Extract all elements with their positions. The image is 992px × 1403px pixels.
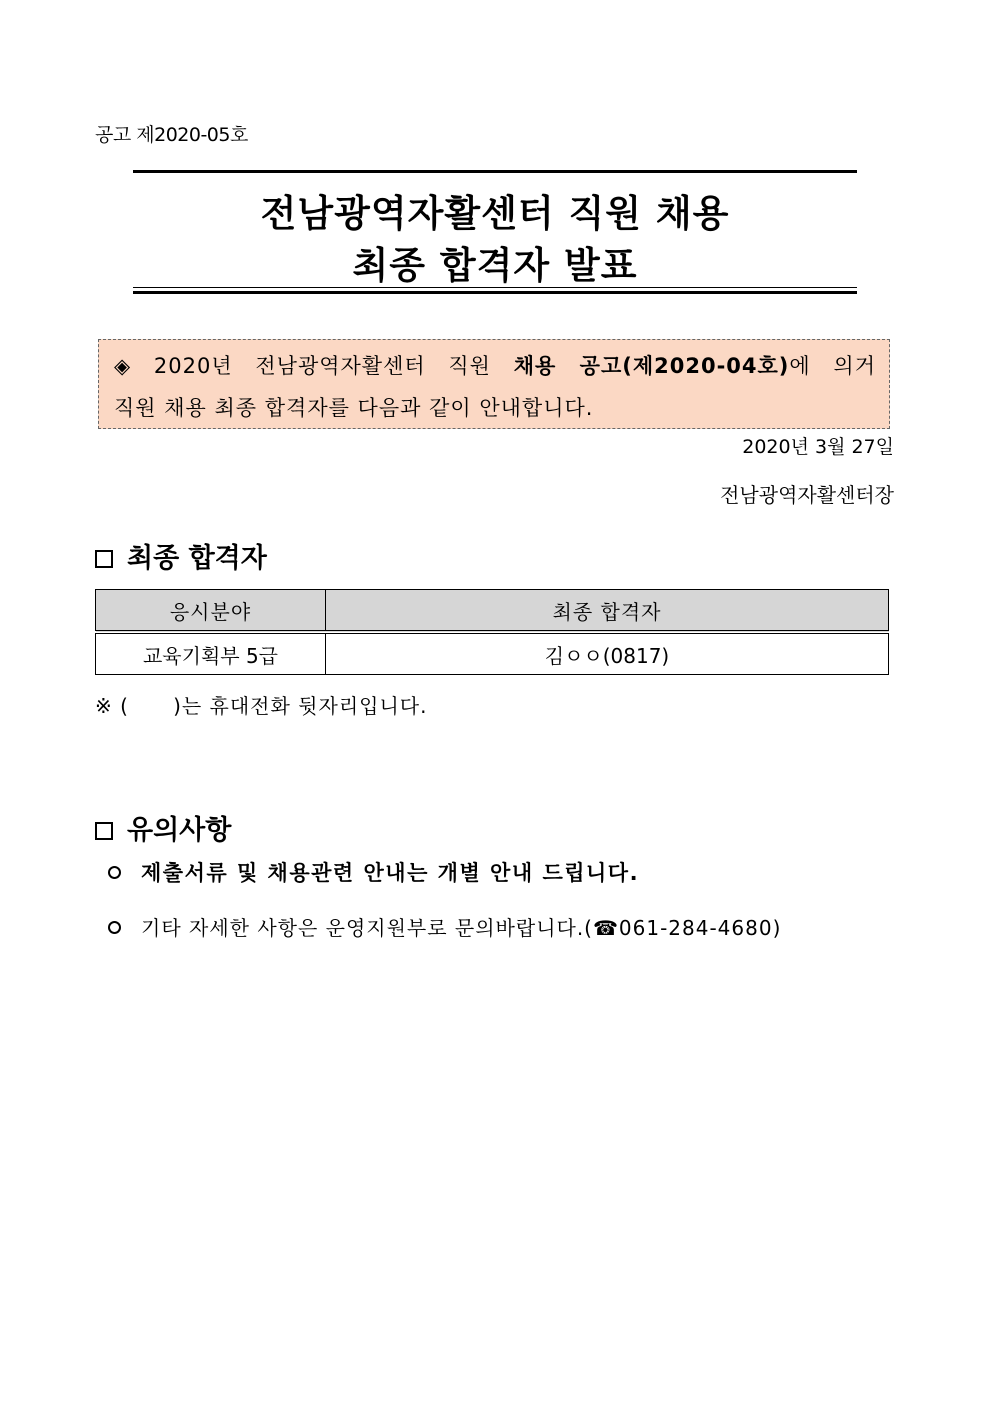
- intro-text-bold: 채용 공고(제2020-04호): [513, 354, 790, 378]
- intro-text-after: 에 의거: [789, 354, 876, 378]
- section-results-title: 최종 합격자: [127, 543, 267, 574]
- bullet-circle-icon: [108, 921, 121, 934]
- announcement-date: 2020년 3월 27일: [742, 436, 894, 458]
- checkbox-square-icon: [95, 822, 113, 840]
- list-item: [108, 912, 781, 941]
- note-item-1: 제출서류 및 채용관련 안내는 개별 안내 드립니다.: [141, 861, 640, 885]
- title-bottom-rule-thick: [133, 291, 857, 294]
- title-line-1: 전남광역자활센터 직원 채용: [260, 192, 730, 235]
- title-bottom-rule-thin: [133, 287, 857, 288]
- bullet-circle-icon: [108, 866, 121, 879]
- table-cell-candidate: 김ㅇㅇ(0817): [326, 632, 889, 675]
- list-item: [108, 857, 639, 887]
- table-cell-field: 교육기획부 5급: [96, 632, 326, 675]
- intro-line-1: [114, 350, 876, 380]
- table-header-field: 응시분야: [96, 590, 326, 633]
- checkbox-square-icon: [95, 550, 113, 568]
- phone-note: ※ ( )는 휴대전화 뒷자리입니다.: [95, 694, 428, 718]
- section-notes-title: 유의사항: [127, 815, 232, 846]
- intro-line-2: 직원 채용 최종 합격자를 다음과 같이 안내합니다.: [114, 396, 594, 420]
- section-heading-results: [95, 536, 267, 575]
- table-header-row: [96, 590, 889, 633]
- table-row: [96, 632, 889, 675]
- intro-box: [98, 339, 890, 429]
- notice-number: 공고 제2020-05호: [95, 124, 248, 146]
- results-table: [95, 589, 889, 675]
- note-item-2: 기타 자세한 사항은 운영지원부로 문의바랍니다.(☎061-284-4680): [141, 916, 782, 940]
- issuer: 전남광역자활센터장: [720, 483, 894, 507]
- title-line-2: 최종 합격자 발표: [352, 244, 638, 287]
- title-top-rule: [133, 170, 857, 173]
- diamond-icon: ◈: [114, 354, 132, 378]
- intro-text-before: 2020년 전남광역자활센터 직원: [153, 354, 491, 378]
- table-header-candidate: 최종 합격자: [326, 590, 889, 633]
- section-heading-notes: [95, 808, 231, 847]
